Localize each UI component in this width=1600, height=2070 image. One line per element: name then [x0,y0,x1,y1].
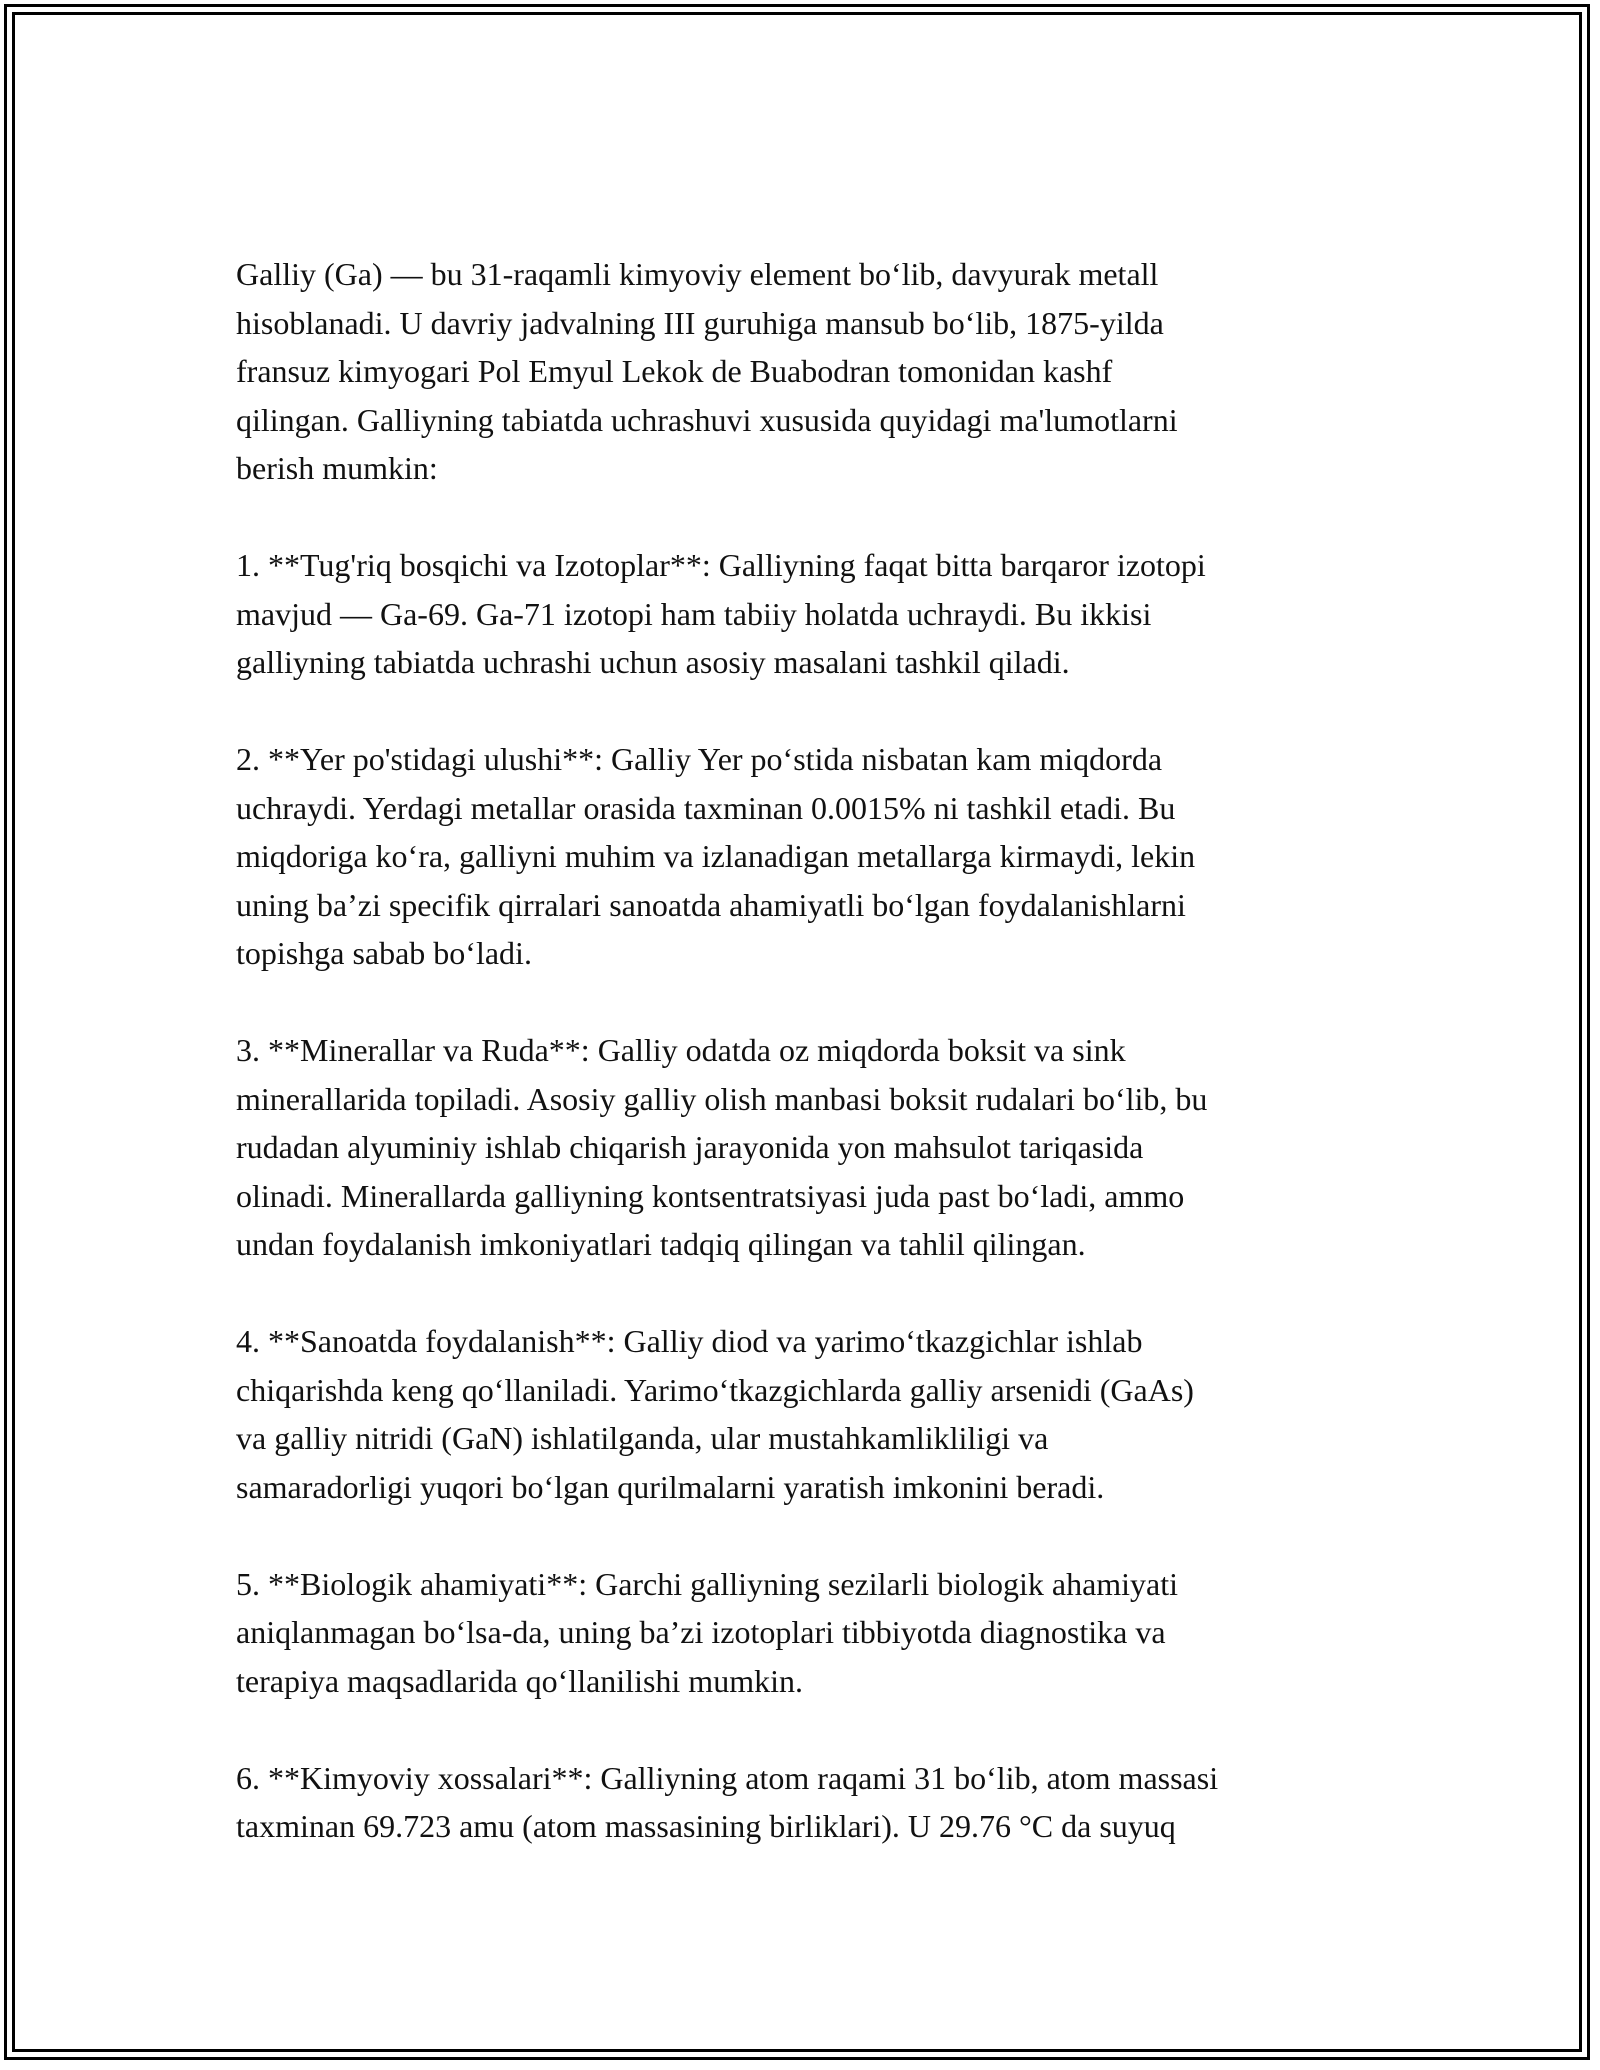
list-item-biology: 5. **Biologik ahamiyati**: Garchi galliyning sezilarli biologik ahamiyati aniqlanmagan bo‘lsa-da, uning ba’zi izotoplari tibbiyotda diagnostika va terapiya maqsadlarida qo‘llanilishi mumkin. [236,1565,1179,1699]
list-item-isotopes: 1. **Tug'riq bosqichi va Izotoplar**: Galliyning faqat bitta barqaror izotopi mavjud — Ga-69. Ga-71 izotopi ham tabiiy holatda uchraydi. Bu ikkisi galliyning tabiatda uchrashi uchun asosiy masalani tashkil qiladi. [236,547,1206,680]
list-item-chemistry: 6. **Kimyoviy xossalari**: Galliyning atom raqami 31 bo‘lib, atom massasi taxminan 69.723 amu (atom massasining birliklari). U 29.76 °C da suyuq [236,1759,1219,1844]
intro-paragraph: Galliy (Ga) — bu 31-raqamli kimyoviy element bo‘lib, davyurak metall hisoblanadi. U davriy jadvalning III guruhiga mansub bo‘lib, 1875-yilda fransuz kimyogari Pol Emyul Lekok de Buabodran tomonidan kashf qilingan. Galliyning tabiatda uchrashuvi xususida quyidagi ma'lumotlarni berish mumkin: [236,256,1178,486]
list-item-minerals: 3. **Minerallar va Ruda**: Galliy odatda oz miqdorda boksit va sink minerallarida topiladi. Asosiy galliy olish manbasi boksit rudalari bo‘lib, bu rudadan alyuminiy ishlab chiqarish jarayonida yon mahsulot tariqasida olinadi. Minerallarda galliyning kontsentratsiyasi juda past bo‘ladi, ammo undan foydalanish imkoniyatlari tadqiq qilingan va tahlil qilingan. [236,1032,1208,1262]
document-body [236,250,1386,1851]
list-item-crust-abundance: 2. **Yer po'stidagi ulushi**: Galliy Yer po‘stida nisbatan kam miqdorda uchraydi. Yerdagi metallar orasida taxminan 0.0015% ni tashkil etadi. Bu miqdoriga ko‘ra, galliyni muhim va izlanadigan metallarga kirmaydi, lekin uning ba’zi specifik qirralari sanoatda ahamiyatli bo‘lgan foydalanishlarni topishga sabab bo‘ladi. [236,741,1196,971]
list-item-industry: 4. **Sanoatda foydalanish**: Galliy diod va yarimo‘tkazgichlar ishlab chiqarishda keng qo‘llaniladi. Yarimo‘tkazgichlarda galliy arsenidi (GaAs) va galliy nitridi (GaN) ishlatilganda, ular mustahkamlikliligi va samaradorligi yuqori bo‘lgan qurilmalarni yaratish imkonini beradi. [236,1323,1194,1505]
